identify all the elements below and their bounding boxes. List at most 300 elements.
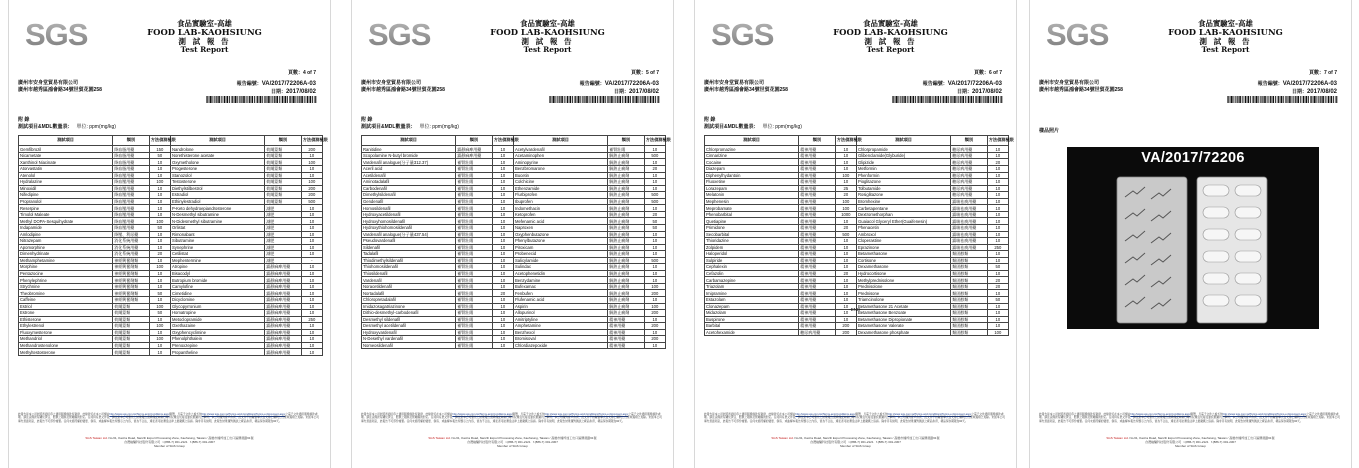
category-cell: 減肥 [265, 218, 301, 225]
report-header [422, 20, 673, 54]
category-cell: 神經興奮劑類 [113, 277, 149, 284]
mdl-cell: 100 [644, 283, 665, 290]
mdl-cell: 10 [301, 303, 322, 310]
category-cell: 降血脂用藥 [113, 152, 149, 159]
mdl-cell: 10 [301, 238, 322, 245]
test-item-cell: Allopurinol [513, 310, 607, 317]
table-row [362, 342, 666, 349]
client-block [1039, 80, 1123, 95]
date-label: 日期： [956, 89, 972, 96]
mdl-cell: 10 [835, 264, 856, 271]
category-cell: 精神用藥 [799, 251, 835, 258]
mdl-cell: 10 [149, 342, 170, 349]
test-item-cell: Fluoxetine [705, 179, 799, 186]
terms-footer [361, 413, 663, 423]
e-document-terms-link[interactable]: http://www.sgs.com.tw/Terms-and-Conditions/Terms-e-Document.aspx [887, 413, 972, 416]
mdl-cell: 20 [644, 166, 665, 173]
mdl-cell: 10 [301, 277, 322, 284]
mdl-cell: 10 [492, 179, 513, 186]
category-cell: 荷爾蒙類 [265, 185, 301, 192]
mdl-cell: 10 [149, 172, 170, 179]
test-item-cell: Nicametate [19, 152, 113, 159]
title-en: Test Report [523, 45, 572, 55]
category-cell: 類固醇類 [951, 310, 987, 317]
report-page-4 [8, 0, 331, 468]
mdl-cell: 10 [492, 205, 513, 212]
mdl-cell: 10 [644, 179, 665, 186]
mdl-cell: 10 [492, 238, 513, 245]
report-no: VA/2017/72206A-03 [604, 81, 659, 87]
mdl-cell: 10 [149, 231, 170, 238]
category-cell: 糖尿病用藥 [951, 172, 987, 179]
lab-name-en: FOOD LAB-KAOHSIUNG [1168, 27, 1283, 38]
category-cell: 解熱止痛劑 [608, 179, 644, 186]
mdl-cell: 10 [301, 329, 322, 336]
terms-text-2: 閱覽，凡電子文件之格式依 [512, 413, 545, 416]
lab-name-zh: 食品實驗室-高雄 [1198, 19, 1253, 28]
test-item-cell: Acetylvardenafil [513, 146, 607, 153]
mdl-cell: 10 [492, 270, 513, 277]
report-no: VA/2017/72206A-03 [261, 81, 316, 87]
mdl-cell: 10 [835, 283, 856, 290]
mdl-cell: 10 [301, 323, 322, 330]
test-item-cell: Ethenzamide [513, 185, 607, 192]
test-item-cell: Chloropretadalafil [362, 296, 456, 303]
blister-pack-image [1067, 171, 1319, 329]
test-item-cell: Metformin [856, 166, 950, 173]
test-item-cell: Thioridazine [705, 238, 799, 245]
date-label: 日期： [1291, 89, 1307, 96]
test-item-cell: Bufexamac [513, 283, 607, 290]
mdl-cell: 10 [644, 159, 665, 166]
test-item-cell: Pioglitazone [856, 179, 950, 186]
test-item-cell: Homatropine [170, 310, 264, 317]
terms-link[interactable]: http://www.sgs.com.tw/Terms-and-Conditions.aspx [109, 413, 170, 416]
test-item-cell: Pseudovardenafil [362, 238, 456, 245]
mdl-cell: 10 [149, 205, 170, 212]
mdl-cell: 10 [492, 264, 513, 271]
company-fax: f (886-7) 301-2307 [533, 439, 558, 444]
terms-link[interactable]: http://www.sgs.com.tw/Terms-and-Conditions.aspx [452, 413, 513, 416]
mdl-cell: 10 [644, 146, 665, 153]
category-cell: 鎮靜麻痺用藥 [265, 336, 301, 343]
test-item-cell: Synephrine [170, 244, 264, 251]
test-item-cell: P-Keto dehydroepiandrosterone [170, 205, 264, 212]
company-address: No.61, Kai-Fa Road, Nanzih Export Processing Zone, Kaohsiung, Taiwan / [451, 436, 551, 440]
category-cell: 補腎壯陽 [456, 198, 492, 205]
category-cell: 荷爾蒙類 [265, 146, 301, 153]
report-no: VA/2017/72206A-03 [1282, 81, 1337, 87]
attachment-heading [361, 117, 459, 131]
mdl-cell: 10 [644, 172, 665, 179]
test-item-cell: Acetohexamide [705, 329, 799, 336]
category-cell: 荷爾蒙類 [113, 349, 149, 356]
mdl-cell: 10 [301, 152, 322, 159]
capsule [1235, 207, 1261, 218]
category-cell: 類固醇類 [951, 290, 987, 297]
company-footer [755, 437, 956, 448]
test-item-cell: Bromisoval [513, 336, 607, 343]
client-name: 廣州市安身堂貿易有限公司 [18, 80, 79, 86]
category-cell: 鎮靜麻痺用藥 [456, 146, 492, 153]
test-item-cell: Noracetildenafil [362, 283, 456, 290]
column-header-item: 測試項目 [856, 136, 950, 146]
category-cell: 精神用藥 [799, 323, 835, 330]
report-info [580, 80, 659, 97]
e-document-terms-link[interactable]: http://www.sgs.com.tw/Terms-and-Conditions/Terms-e-Document.aspx [201, 413, 286, 416]
category-cell: 神經興奮劑類 [113, 290, 149, 297]
mdl-cell: 100 [149, 303, 170, 310]
title-zh: 測 試 報 告 [864, 36, 917, 46]
date-label: 日期： [270, 89, 286, 96]
test-item-cell: Norethisterone acetate [170, 152, 264, 159]
category-cell: 精神用藥 [799, 205, 835, 212]
test-item-cell: Betamethasone 21 Acetate [856, 303, 950, 310]
terms-link[interactable]: http://www.sgs.com.tw/Terms-and-Conditions.aspx [1130, 413, 1191, 416]
category-cell: 補腎壯陽 [456, 179, 492, 186]
test-item-cell: Betamethasone Dipropionate [856, 316, 950, 323]
category-cell: 荷爾蒙類 [113, 323, 149, 330]
test-item-cell: Methyltestosterone [19, 349, 113, 356]
mdl-cell: 10 [835, 257, 856, 264]
test-item-cell: Sildenafil [362, 244, 456, 251]
test-item-cell: Phenylbutazone [513, 238, 607, 245]
test-item-cell: Oxethazaine [170, 323, 264, 330]
test-item-cell: Cortisone [856, 257, 950, 264]
test-item-cell: N-Didesmethyl sibutramine [170, 218, 264, 225]
column-header-category: 類別 [951, 136, 987, 146]
client-name: 廣州市安身堂貿易有限公司 [1039, 80, 1100, 86]
category-cell: 糖尿病用藥 [951, 159, 987, 166]
category-cell: 精神用藥 [799, 146, 835, 153]
category-cell: 荷爾蒙類 [265, 166, 301, 173]
test-item-cell: Dexamethasone phosphate [856, 329, 950, 336]
attachment-label: 附 錄 [704, 117, 716, 123]
terms-text-1: 此報告是本公司依照背面所印之通用服務條款所簽發，此條款可在本公司網站 [361, 413, 453, 416]
test-item-cell: Glibenclamide(Glyburide) [856, 152, 950, 159]
client-address: 廣州市越秀區鴻會路34號世貿花園258 [704, 87, 788, 94]
test-item-cell: Chlordiazepoxide [513, 342, 607, 349]
category-cell: 荷爾蒙類 [113, 329, 149, 336]
test-item-cell: Acetophenetidin [513, 270, 607, 277]
column-header-category: 類別 [456, 136, 492, 146]
category-cell: 類固醇類 [951, 277, 987, 284]
capsule [1235, 251, 1261, 262]
mdl-cell: 10 [492, 296, 513, 303]
report-header [1100, 20, 1351, 54]
mdl-cell: 10 [987, 211, 1008, 218]
mdl-cell: 20 [835, 224, 856, 231]
client-address: 廣州市越秀區鴻會路34號世貿花園258 [18, 87, 102, 94]
category-cell: 補腎壯陽 [456, 211, 492, 218]
test-item-cell: Meprobamate [705, 205, 799, 212]
category-cell: 減肥 [265, 205, 301, 212]
end-mark: -END- [849, 307, 862, 313]
mdl-cell: 10 [644, 231, 665, 238]
test-item-cell: Ethinylestradiol [170, 198, 264, 205]
mdl-cell: 200 [301, 185, 322, 192]
unit-label: 單位: ppm(mg/kg) [76, 124, 116, 130]
mdl-cell: 10 [301, 251, 322, 258]
test-item-cell: Tadalafil [362, 251, 456, 258]
mdl-cell: 10 [301, 244, 322, 251]
capsule [1235, 273, 1261, 284]
test-item-cell: Dimethylsildenafil [362, 192, 456, 199]
category-cell: 鎮靜麻痺用藥 [265, 323, 301, 330]
mdl-cell: 10 [149, 283, 170, 290]
title-en: Test Report [1201, 45, 1250, 55]
column-header-category: 類別 [113, 136, 149, 146]
mdl-cell: 10 [987, 238, 1008, 245]
mdl-table [361, 135, 671, 349]
report-date: 2017/08/02 [628, 89, 659, 96]
test-item-cell: Propantheline [170, 349, 264, 356]
category-cell: 荷爾蒙類 [265, 192, 301, 199]
category-cell: 荷爾蒙類 [113, 303, 149, 310]
column-header-item: 測試項目 [513, 136, 607, 146]
blister-back [1117, 177, 1187, 323]
mdl-cell: 100 [149, 336, 170, 343]
company-phone: t (886-7) 301-2121 [848, 439, 874, 444]
category-cell: 降血壓用藥 [113, 179, 149, 186]
company-address-zh: 高雄市楠梓加工出口區開發路61號 [551, 436, 597, 440]
mdl-cell: 10 [301, 172, 322, 179]
attachment-heading [704, 117, 802, 131]
test-item-cell: Diethylstilbestrol [170, 185, 264, 192]
mdl-cell: 100 [301, 159, 322, 166]
category-cell: 荷爾蒙類 [113, 316, 149, 323]
category-cell: 減肥 [265, 238, 301, 245]
category-cell: 補腎壯陽 [456, 185, 492, 192]
category-cell: 鎮靜麻痺用藥 [456, 152, 492, 159]
category-cell: 精神用藥 [799, 316, 835, 323]
column-header-mdl: 方法偵測極限 [492, 136, 513, 146]
mdl-cell: 10 [492, 198, 513, 205]
category-cell: 類固醇類 [951, 303, 987, 310]
test-item-cell: Cetilistat [170, 251, 264, 258]
category-cell: 補腎壯陽 [456, 270, 492, 277]
company-footer [412, 437, 613, 448]
test-item-cell: Ambroxol [856, 231, 950, 238]
mdl-cell: 10 [835, 166, 856, 173]
mdl-cell: 10 [492, 303, 513, 310]
terms-text-3: 之電子文件通用服務條款處理。請注意條款有關於責任、賠償之限制及管轄權的約定。任何持有此文件者，請注意本公司製作之結果報告書將僅反映執行時所紀錄且於接受委託範圍內之事實。本公司僅對客戶負責，此文件不妨礙當事人在交易上權利之行使或義務之免除。未經本公司事先書面同意，此報告不可部份複製。任何未經授權的變更、偽造、或曲解本報告所顯示之內容，皆為不合法，違犯者可能遭受法律上最嚴厲之追訴。除非另有說明，此報告結果僅對測試之樣品負責，樣品保存期限為90天。 [18, 413, 319, 423]
category-cell: 糖尿病用藥 [951, 179, 987, 186]
mdl-cell: 10 [149, 244, 170, 251]
mdl-cell: 10 [301, 336, 322, 343]
category-cell: 類固醇類 [951, 329, 987, 336]
test-item-cell: Melatonin [705, 192, 799, 199]
category-cell: 減肥 [265, 257, 301, 264]
category-cell: 精神用藥 [799, 179, 835, 186]
category-cell: 補腎壯陽 [456, 264, 492, 271]
category-cell: 精神用藥 [799, 290, 835, 297]
category-cell: 精神用藥 [608, 323, 644, 330]
test-item-cell: Methamphetamine [19, 257, 113, 264]
category-cell: 解熱止痛劑 [608, 218, 644, 225]
column-header-category: 類別 [799, 136, 835, 146]
attachment-subtitle: 測試項目&MDL數量表： [704, 124, 759, 130]
mdl-cell: 10 [835, 244, 856, 251]
mdl-cell: 10 [835, 159, 856, 166]
test-item-cell: Carbetapentane [856, 205, 950, 212]
category-cell: 鎮靜麻痺用藥 [265, 290, 301, 297]
test-item-cell: Primidone [705, 224, 799, 231]
mdl-cell: 10 [492, 323, 513, 330]
column-header-mdl: 方法偵測極限 [644, 136, 665, 146]
terms-text-3: 之電子文件通用服務條款處理。請注意條款有關於責任、賠償之限制及管轄權的約定。任何持有此文件者，請注意本公司製作之結果報告書將僅反映執行時所紀錄且於接受委託範圍內之事實。本公司僅對客戶負責，此文件不妨礙當事人在交易上權利之行使或義務之免除。未經本公司事先書面同意，此報告不可部份複製。任何未經授權的變更、偽造、或曲解本報告所顯示之內容，皆為不合法，違犯者可能遭受法律上最嚴厲之追訴。除非另有說明，此報告結果僅對測試之樣品負責，樣品保存期限為90天。 [361, 413, 662, 423]
category-cell: 補腎壯陽 [456, 192, 492, 199]
category-cell: 解熱止痛劑 [608, 198, 644, 205]
test-item-cell: Vardenafil [362, 277, 456, 284]
e-document-terms-link[interactable]: http://www.sgs.com.tw/Terms-and-Conditions/Terms-e-Document.aspx [544, 413, 629, 416]
category-cell: 精神用藥 [799, 277, 835, 284]
mdl-cell: 10 [644, 316, 665, 323]
test-item-cell: Mefenamic acid [513, 218, 607, 225]
mdl-cell: 10 [149, 349, 170, 356]
mdl-cell: 50 [987, 296, 1008, 303]
column-header-mdl: 方法偵測極限 [835, 136, 856, 146]
category-cell: 神經興奮劑類 [113, 257, 149, 264]
e-document-terms-link[interactable]: http://www.sgs.com.tw/Terms-and-Conditions/Terms-e-Document.aspx [1222, 413, 1307, 416]
sgs-member: Member of SGS Group [1175, 443, 1206, 448]
category-cell: 糖尿病用藥 [799, 329, 835, 336]
category-cell: 鎮靜麻痺用藥 [265, 264, 301, 271]
category-cell: 糖尿病用藥 [951, 152, 987, 159]
title-en: Test Report [180, 45, 229, 55]
test-item-cell: Chlorpromazine [705, 146, 799, 153]
mdl-cell: 100 [835, 172, 856, 179]
mdl-cell: 10 [987, 224, 1008, 231]
capsule [1235, 229, 1261, 240]
column-header-mdl: 方法偵測極限 [301, 136, 322, 146]
mdl-cell: 10 [835, 290, 856, 297]
terms-link[interactable]: http://www.sgs.com.tw/Terms-and-Conditions.aspx [795, 413, 856, 416]
mdl-cell: 10 [492, 283, 513, 290]
test-item-cell: Sulindac [513, 264, 607, 271]
category-cell: 精神用藥 [799, 166, 835, 173]
test-item-cell: Nomeosildenafil [362, 342, 456, 349]
test-item-cell: Cephalexin [705, 264, 799, 271]
mdl-cell: 10 [492, 316, 513, 323]
category-cell: 精神用藥 [608, 316, 644, 323]
test-item-cell: Betamethasone Valerate [856, 323, 950, 330]
mdl-cell: 50 [149, 224, 170, 231]
mdl-cell: 50 [149, 290, 170, 297]
company-address-zh: 高雄市楠梓加工出口區開發路61號 [1229, 436, 1275, 440]
category-cell: 減肥 [265, 224, 301, 231]
title-en: Test Report [866, 45, 915, 55]
category-cell: 消化系統用藥 [113, 238, 149, 245]
mdl-cell: 10 [301, 290, 322, 297]
client-name: 廣州市安身堂貿易有限公司 [361, 80, 422, 86]
category-cell: 減肥 [265, 244, 301, 251]
test-item-cell: Methandriol [19, 336, 113, 343]
company-name: SGS Taiwan Ltd. [771, 436, 794, 440]
mdl-cell: 10 [301, 283, 322, 290]
category-cell: 精神用藥 [799, 185, 835, 192]
mdl-cell: 10 [835, 146, 856, 153]
test-item-cell: Nortadalafil [362, 290, 456, 297]
test-item-cell: Betamethasone [856, 251, 950, 258]
test-item-cell: Vardenafil analogue(分子量437.54) [362, 231, 456, 238]
client-address: 廣州市越秀區鴻會路34號世貿花園258 [361, 87, 445, 94]
mdl-cell: 10 [492, 218, 513, 225]
category-cell: 鎮咳祛痰用藥 [951, 198, 987, 205]
category-cell: 解熱止痛劑 [608, 211, 644, 218]
category-cell: 糖尿病用藥 [951, 185, 987, 192]
test-item-cell: Atenolol [19, 172, 113, 179]
test-item-cell: Fenbufen [513, 290, 607, 297]
report-date: 2017/08/02 [971, 89, 1002, 96]
terms-footer [1039, 413, 1341, 423]
mdl-cell: 10 [492, 277, 513, 284]
category-cell: 神經興奮劑類 [113, 264, 149, 271]
mdl-cell: 10 [492, 329, 513, 336]
column-header-mdl: 方法偵測極限 [987, 136, 1008, 146]
mdl-cell: 10 [644, 185, 665, 192]
company-address: No.61, Kai-Fa Road, Nanzih Export Processing Zone, Kaohsiung, Taiwan / [794, 436, 894, 440]
mdl-cell: 10 [835, 296, 856, 303]
test-item-cell: Zolpidem [705, 244, 799, 251]
company-name-zh: 台灣檢驗科技股份有限公司 [124, 439, 161, 444]
category-cell: 補腎壯陽 [456, 316, 492, 323]
mdl-cell: 10 [301, 205, 322, 212]
test-item-cell: Acetaminophen [513, 152, 607, 159]
test-item-cell: Naproxen [513, 224, 607, 231]
test-item-cell: Hydroxyacetildenafil [362, 211, 456, 218]
client-block [361, 80, 445, 95]
mdl-cell: 25 [835, 185, 856, 192]
category-cell: 精神用藥 [799, 192, 835, 199]
column-header-item: 測試項目 [170, 136, 264, 146]
lab-name-en: FOOD LAB-KAOHSIUNG [147, 27, 262, 38]
mdl-cell: 50 [644, 224, 665, 231]
test-item-cell: Guaiacol Glyceryl Ether(Guaifenesin) [856, 218, 950, 225]
category-cell: 解熱止痛劑 [608, 303, 644, 310]
test-item-cell: Benzhexol [513, 329, 607, 336]
test-item-cell: Theobromine [19, 290, 113, 297]
category-cell: 荷爾蒙類 [265, 172, 301, 179]
test-item-cell: Scopolamine N-butyl bromide [362, 152, 456, 159]
test-item-cell: Acetildenafil [362, 172, 456, 179]
category-cell: 補腎壯陽 [456, 218, 492, 225]
mdl-cell: 10 [492, 172, 513, 179]
test-item-cell: Phenacetin [856, 224, 950, 231]
category-cell: 鎮靜麻痺用藥 [265, 310, 301, 317]
mdl-cell: 10 [301, 296, 322, 303]
company-footer [1090, 437, 1291, 448]
category-cell: 鎮咳祛痰用藥 [951, 211, 987, 218]
test-item-cell: Tolbutamide [856, 185, 950, 192]
company-phone: t (886-7) 301-2121 [1183, 439, 1209, 444]
test-item-cell: Cimetidine [170, 290, 264, 297]
category-cell: 類固醇類 [951, 323, 987, 330]
company-name: SGS Taiwan Ltd. [428, 436, 451, 440]
test-item-cell: Secobarbital [705, 231, 799, 238]
mdl-cell: 150 [149, 146, 170, 153]
mdl-cell: 50 [644, 218, 665, 225]
test-item-cell: Betamethasone Benzoate [856, 310, 950, 317]
category-cell: 鎮咳祛痰用藥 [951, 231, 987, 238]
test-item-cell: Hydroxyvardenafil [362, 329, 456, 336]
table-header-row [362, 136, 666, 146]
mdl-cell: 10 [644, 270, 665, 277]
category-cell: 類固醇類 [951, 270, 987, 277]
category-cell: 補腎壯陽 [456, 290, 492, 297]
report-info [1258, 80, 1337, 97]
category-cell: 鎮靜麻痺用藥 [265, 296, 301, 303]
